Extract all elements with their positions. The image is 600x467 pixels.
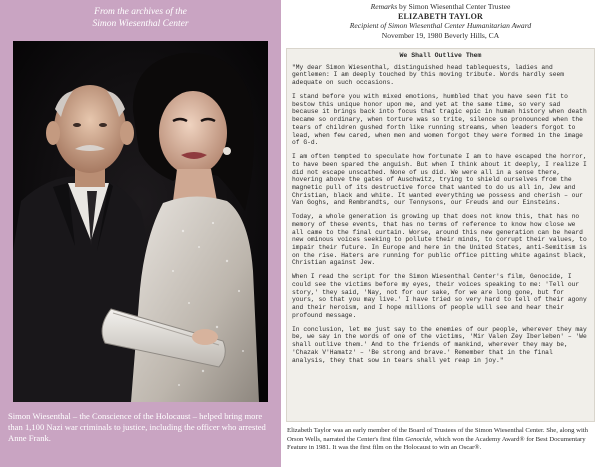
speaker-name: ELIZABETH TAYLOR [397, 11, 484, 21]
letter-paragraph-6: In conclusion, let me just say to the enemies of our people, wherever they may be, we say in the words of one of the victims, 'Mir Valen Zey Iberleben' – 'We shall outlive them.' And to the friends of mankind, wherever they may be, 'Chazak V'Hamatz' – 'Be strong and brave.' Remember that in the final analysis, they that sow in tears shall yet reap in joy." [292, 325, 587, 364]
archive-header-line2: Simon Wiesenthal Center [92, 19, 189, 29]
footnote-film-title: Genocide [405, 435, 431, 443]
letter-paragraph-2: I stand before you with mixed emotions, humbled that you have seen fit to bestow this unique honor upon me, and yet at the same time, so very sad because it brings back into focus that tragic epic in human history when death became so ordinary, when torture was so trite, silence so pronounced when the tears of children gushed forth like running streams, when leaders forgot to lead, when few cared, when men and women forgot they were formed in the image of G-d. [292, 93, 587, 147]
remarks-byline [281, 2, 600, 12]
left-panel [0, 0, 281, 467]
letter-paragraph-4: Today, a whole generation is growing up that does not know this, that has no memory of these events, that has no terms of reference to know how close we all came to the final curtain. Worse, around this new generation can be heard new ominous voices seeking to pollute their minds, to corrupt their values, to impair their future. In Europe and here in the United States, anti-Semitism is on the rise. Haters are running for public office pitting white against black, Christian against Jew. [292, 213, 587, 267]
footnote-part2: , which won the Academy Award® for Best Documentary Feature in 1981. It was the first film on the Holocaust to win an Oscar®. [287, 435, 586, 452]
date-place: November 19, 1980 Beverly Hills, CA [381, 30, 500, 40]
right-panel [281, 0, 600, 467]
typed-letter [286, 48, 595, 422]
archive-photo [13, 41, 268, 402]
archive-photo-illustration [13, 41, 268, 402]
footnote-part1: Elizabeth Taylor was an early member of the Board of Trustees of the Simon Wiesenthal Center. She, along with Orson Wells, narrated the Center's first film [287, 427, 588, 443]
photo-caption: Simon Wiesenthal – the Conscience of the Holocaust – helped bring more than 1,100 Nazi war criminals to justice, including the officer who arrested Anne Frank. [8, 411, 266, 443]
letter-paragraph-1: "My dear Simon Wiesenthal, distinguished head tablequests, ladies and gentlemen: I am deeply touched by this moving tribute. Words hardly seem adequate on such occasions. [292, 63, 565, 87]
letter-title: We Shall Outlive Them [399, 52, 482, 59]
remarks-by: by Simon Wiesenthal Center Trustee [397, 2, 511, 11]
recipient-line: Recipient of Simon Wiesenthal Center Humanitarian Award [349, 21, 532, 31]
archive-header [0, 6, 281, 30]
letter-paragraph-5: When I read the script for the Simon Wiesenthal Center's film, Genocide, I could see the victims before my eyes, their voices speaking to me: 'Tell our story,' they said, 'Nay, not for our sake, for we are long gone, but for yours, so that you may live.' I have tried so very hard to tell of their agony and their heroism, and I hope millions of people will see and hear their profound message. [292, 273, 587, 319]
archive-header-line1: From the archives of the [94, 7, 187, 17]
footnote [287, 427, 596, 453]
remarks-prefix: Remarks [370, 2, 398, 11]
remarks-header [281, 2, 600, 40]
letter-paragraph-3: I am often tempted to speculate how fortunate I am to have escaped the horror, to have been spared the anguish. But when I think about it deeply, I realize I did not escape unscathed. None of us did. We were all in a sense there, hovering above the gates of Auschwitz, trying to shield ourselves from the magnetic pull of its destructive force that wanted to do us all in, Jew and Christian, black and white. It wanted everything we possess and cherish – our Van Goghs, and Rembrandts, our Tennysons, our Freuds and our Einsteins. [292, 153, 587, 207]
